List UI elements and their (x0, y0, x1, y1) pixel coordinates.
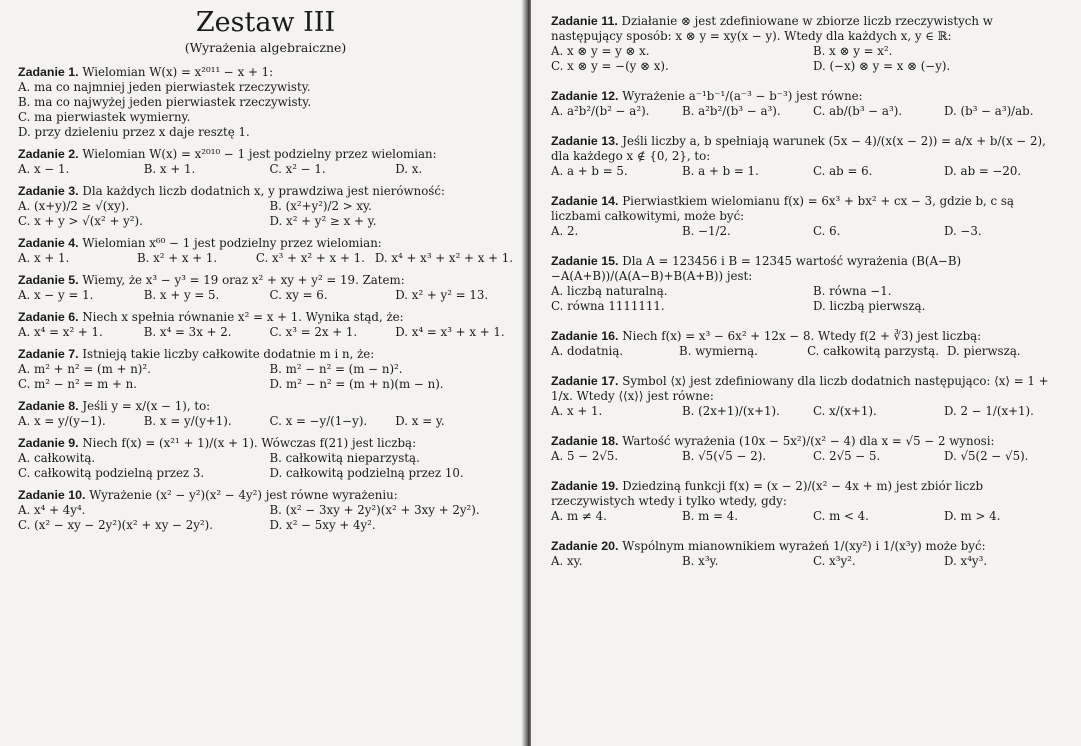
answer-option-b: B. całkowitą nieparzystą. (269, 451, 420, 465)
answer-option-b: B. m² − n² = (m − n)². (269, 362, 403, 376)
answer-options (18, 325, 513, 340)
answer-option-d: D. x² − 5xy + 4y². (269, 518, 376, 532)
answer-option-c: C. (x² − xy − 2y²)(x² + xy − 2y²). (18, 518, 213, 532)
answer-option-c: C. x/(x+1). (813, 404, 877, 418)
task-question: Wielomian W(x) = x²⁰¹¹ − x + 1: (78, 65, 274, 79)
answer-option-a: A. ma co najmniej jeden pierwiastek rzeczywisty. (18, 80, 311, 94)
task-label: Zadanie 14. (551, 194, 619, 208)
answer-options (551, 164, 1067, 179)
left-page (0, 0, 525, 746)
answer-option-d: D. x⁴ = x³ + x + 1. (395, 325, 505, 339)
task-question: Wartość wyrażenia (10x − 5x²)/(x² − 4) dla x = √5 − 2 wynosi: (618, 434, 995, 448)
task (18, 273, 513, 303)
answer-option-d: D. m² − n² = (m + n)(m − n). (269, 377, 444, 391)
answer-option-d: D. (−x) ⊗ y = x ⊗ (−y). (813, 59, 951, 73)
answer-options (18, 288, 513, 303)
answer-option-b: B. √5(√5 − 2). (682, 449, 767, 463)
answer-option-d: D. x⁴y³. (944, 554, 988, 568)
task-label: Zadanie 17. (551, 374, 619, 388)
task-stem (551, 89, 1067, 104)
answer-option-d: D. pierwszą. (946, 344, 1021, 358)
left-task-list (18, 65, 513, 533)
answer-option-d: D. (b³ − a³)/ab. (944, 104, 1034, 118)
task (18, 436, 513, 481)
answer-options (18, 503, 513, 533)
answer-option-a: A. x = y/(y−1). (18, 414, 106, 428)
answer-option-b: B. −1/2. (682, 224, 731, 238)
answer-option-d: D. ab = −20. (944, 164, 1022, 178)
answer-option-c: C. x³ + x² + x + 1. (255, 251, 365, 265)
answer-options (551, 554, 1067, 569)
task (18, 488, 513, 533)
task-question: Jeśli y = x/(x − 1), to: (78, 399, 211, 413)
task-stem (18, 65, 513, 80)
task-question: Niech f(x) = x³ − 6x² + 12x − 8. Wtedy f(2 + ∛3) jest liczbą: (618, 329, 982, 343)
answer-option-b: B. a + b = 1. (682, 164, 759, 178)
task (551, 134, 1067, 179)
answer-option-b: B. x ⊗ y = x². (813, 44, 893, 58)
answer-option-c: C. całkowitą parzystą. (807, 344, 939, 358)
answer-option-b: B. a²b²/(b³ − a³). (682, 104, 781, 118)
page-subtitle: (Wyrażenia algebraiczne) (184, 40, 347, 55)
answer-option-d: D. m > 4. (944, 509, 1001, 523)
answer-options (18, 362, 513, 392)
task (18, 184, 513, 229)
task-question: Istnieją takie liczby całkowite dodatnie m i n, że: (78, 347, 375, 361)
task-question: Wiemy, że x³ − y³ = 19 oraz x² + xy + y² = 19. Zatem: (78, 273, 405, 287)
task (551, 14, 1067, 74)
task-label: Zadanie 13. (551, 134, 619, 148)
task-label: Zadanie 9. (18, 436, 79, 450)
task-stem (18, 347, 513, 362)
task-label: Zadanie 4. (18, 236, 79, 250)
answer-option-c: C. m < 4. (813, 509, 869, 523)
answer-option-b: B. x = y/(y+1). (143, 414, 232, 428)
answer-options (18, 199, 513, 229)
task-stem (551, 254, 1067, 284)
answer-option-d: D. x = y. (395, 414, 445, 428)
answer-options (18, 162, 513, 177)
answer-option-d: D. liczbą pierwszą. (813, 299, 926, 313)
task (18, 65, 513, 140)
task (551, 89, 1067, 119)
task-label: Zadanie 18. (551, 434, 619, 448)
answer-options (551, 224, 1067, 239)
answer-options (551, 104, 1067, 119)
task-stem (551, 14, 1067, 44)
page-title: Zestaw III (195, 7, 336, 38)
task-stem (18, 184, 513, 199)
task-stem (18, 147, 513, 162)
task-stem (551, 329, 1067, 344)
task (551, 329, 1067, 359)
task-stem (551, 134, 1067, 164)
answer-options (551, 509, 1067, 524)
answer-option-b: B. x⁴ = 3x + 2. (143, 325, 232, 339)
task-stem (551, 374, 1067, 404)
answer-options (18, 80, 513, 140)
answer-option-a: A. a²b²/(b² − a²). (551, 104, 650, 118)
task-label: Zadanie 12. (551, 89, 619, 103)
task-stem (551, 194, 1067, 224)
answer-options (551, 284, 1067, 314)
answer-option-c: C. x³y². (813, 554, 856, 568)
task-label: Zadanie 1. (18, 65, 79, 79)
answer-options (551, 449, 1067, 464)
answer-option-c: C. xy = 6. (269, 288, 328, 302)
answer-option-c: C. ma pierwiastek wymierny. (18, 110, 191, 124)
answer-option-a: A. x⁴ + 4y⁴. (18, 503, 86, 517)
task-stem (18, 399, 513, 414)
answer-option-b: B. wymierną. (679, 344, 758, 358)
task (551, 254, 1067, 314)
task-question: Symbol ⟨x⟩ jest zdefiniowany dla liczb dodatnich następująco: ⟨x⟩ = 1 + 1/x. Wtedy ⟨⟨x⟩⟩ jest równe: (551, 374, 1049, 403)
task (551, 539, 1067, 569)
task-question: Dziedziną funkcji f(x) = (x − 2)/(x² − 4x + m) jest zbiór liczb rzeczywistych wtedy i tylko wtedy, gdy: (551, 479, 984, 508)
task (18, 147, 513, 177)
task-label: Zadanie 10. (18, 488, 86, 502)
task (551, 434, 1067, 464)
task-label: Zadanie 11. (551, 14, 618, 28)
answer-option-c: C. ab = 6. (813, 164, 873, 178)
answer-option-d: D. −3. (944, 224, 982, 238)
answer-option-b: B. (x² − 3xy + 2y²)(x² + 3xy + 2y²). (269, 503, 480, 517)
task-stem (18, 236, 513, 251)
right-page (531, 0, 1081, 746)
right-task-list (551, 14, 1067, 569)
task-stem (18, 436, 513, 451)
task (18, 236, 513, 266)
task (18, 310, 513, 340)
answer-option-b: B. równa −1. (813, 284, 892, 298)
answer-option-a: A. x − 1. (18, 162, 70, 176)
answer-options (551, 44, 1067, 74)
answer-option-a: A. m ≠ 4. (551, 509, 607, 523)
answer-option-a: A. x + 1. (18, 251, 70, 265)
answer-option-a: A. dodatnią. (551, 344, 624, 358)
task-question: Dla każdych liczb dodatnich x, y prawdziwa jest nierówność: (78, 184, 445, 198)
task-question: Wielomian x⁶⁰ − 1 jest podzielny przez wielomian: (78, 236, 382, 250)
task-label: Zadanie 20. (551, 539, 619, 553)
answer-option-a: A. x − y = 1. (18, 288, 94, 302)
answer-option-d: D. całkowitą podzielną przez 10. (269, 466, 464, 480)
answer-option-a: A. m² + n² = (m + n)². (18, 362, 151, 376)
task (551, 479, 1067, 524)
answer-option-c: C. x + y > √(x² + y²). (18, 214, 143, 228)
task (551, 194, 1067, 239)
answer-options (18, 414, 513, 429)
task-label: Zadanie 3. (18, 184, 79, 198)
answer-option-b: B. x + 1. (143, 162, 196, 176)
answer-option-b: B. m = 4. (682, 509, 738, 523)
task-question: Niech x spełnia równanie x² = x + 1. Wynika stąd, że: (78, 310, 404, 324)
task-stem (551, 434, 1067, 449)
answer-option-d: D. 2 − 1/(x+1). (944, 404, 1034, 418)
task-label: Zadanie 6. (18, 310, 79, 324)
answer-options (18, 451, 513, 481)
task-label: Zadanie 16. (551, 329, 619, 343)
task-question: Dla A = 123456 i B = 12345 wartość wyrażenia (B(A−B)−A(A+B))/(A(A−B)+B(A+B)) jest: (551, 254, 962, 283)
answer-option-d: D. √5(2 − √5). (944, 449, 1029, 463)
answer-option-a: A. x⁴ = x² + 1. (18, 325, 103, 339)
task-stem (551, 539, 1067, 554)
answer-option-c: C. całkowitą podzielną przez 3. (18, 466, 205, 480)
answer-option-b: B. ma co najwyżej jeden pierwiastek rzeczywisty. (18, 95, 312, 109)
answer-option-a: A. 5 − 2√5. (551, 449, 619, 463)
answer-option-c: C. 2√5 − 5. (813, 449, 881, 463)
answer-option-c: C. x² − 1. (269, 162, 326, 176)
answer-option-b: B. x³y. (682, 554, 719, 568)
answer-option-a: A. a + b = 5. (551, 164, 628, 178)
task-question: Wspólnym mianownikiem wyrażeń 1/(xy²) i 1/(x³y) może być: (618, 539, 986, 553)
answer-option-c: C. ab/(b³ − a³). (813, 104, 903, 118)
answer-option-c: C. x = −y/(1−y). (269, 414, 368, 428)
task-label: Zadanie 8. (18, 399, 79, 413)
answer-option-a: A. całkowitą. (18, 451, 96, 465)
task-stem (551, 479, 1067, 509)
answer-option-c: C. m² − n² = m + n. (18, 377, 138, 391)
answer-option-a: A. 2. (551, 224, 579, 238)
answer-option-b: B. (2x+1)/(x+1). (682, 404, 780, 418)
answer-options (18, 251, 513, 266)
task-question: Wyrażenie a⁻¹b⁻¹/(a⁻³ − b⁻³) jest równe: (618, 89, 863, 103)
task-label: Zadanie 7. (18, 347, 79, 361)
answer-option-c: C. równa 1111111. (551, 299, 665, 313)
task-question: Działanie ⊗ jest zdefiniowane w zbiorze liczb rzeczywistych w następujący sposób: x ⊗ y = xy(x − y). Wtedy dla każdych x, y ∈ ℝ: (551, 14, 993, 43)
answer-option-a: A. liczbą naturalną. (551, 284, 668, 298)
answer-option-b: B. (x²+y²)/2 > xy. (269, 199, 372, 213)
task-label: Zadanie 2. (18, 147, 79, 161)
answer-option-d: D. przy dzieleniu przez x daje resztę 1. (18, 125, 250, 139)
task-label: Zadanie 15. (551, 254, 619, 268)
answer-option-a: A. (x+y)/2 ≥ √(xy). (18, 199, 130, 213)
answer-option-c: C. 6. (813, 224, 841, 238)
answer-option-d: D. x² + y² = 13. (395, 288, 489, 302)
task-stem (18, 273, 513, 288)
answer-options (551, 404, 1067, 419)
task-question: Niech f(x) = (x²¹ + 1)/(x + 1). Wówczas f(21) jest liczbą: (78, 436, 417, 450)
task-question: Wielomian W(x) = x²⁰¹⁰ − 1 jest podzielny przez wielomian: (78, 147, 437, 161)
task-label: Zadanie 5. (18, 273, 79, 287)
task-label: Zadanie 19. (551, 479, 619, 493)
answer-option-b: B. x + y = 5. (143, 288, 220, 302)
answer-option-d: D. x² + y² ≥ x + y. (269, 214, 377, 228)
task (551, 374, 1067, 419)
task-question: Jeśli liczby a, b spełniają warunek (5x − 4)/(x(x − 2)) = a/x + b/(x − 2), dla każdego x ∉ {0, 2}, to: (551, 134, 1046, 163)
task-stem (18, 310, 513, 325)
answer-option-d: D. x⁴ + x³ + x² + x + 1. (374, 251, 513, 265)
answer-option-a: A. x + 1. (551, 404, 603, 418)
task-question: Pierwiastkiem wielomianu f(x) = 6x³ + bx² + cx − 3, gdzie b, c są liczbami całkowitymi, może być: (551, 194, 1014, 223)
task (18, 347, 513, 392)
task-question: Wyrażenie (x² − y²)(x² − 4y²) jest równe wyrażeniu: (85, 488, 398, 502)
task-stem (18, 488, 513, 503)
answer-option-b: B. x² + x + 1. (136, 251, 218, 265)
answer-option-c: C. x³ = 2x + 1. (269, 325, 358, 339)
answer-option-a: A. x ⊗ y = y ⊗ x. (551, 44, 650, 58)
answer-options (551, 344, 1067, 359)
answer-option-c: C. x ⊗ y = −(y ⊗ x). (551, 59, 669, 73)
answer-option-a: A. xy. (551, 554, 583, 568)
task (18, 399, 513, 429)
answer-option-d: D. x. (395, 162, 423, 176)
